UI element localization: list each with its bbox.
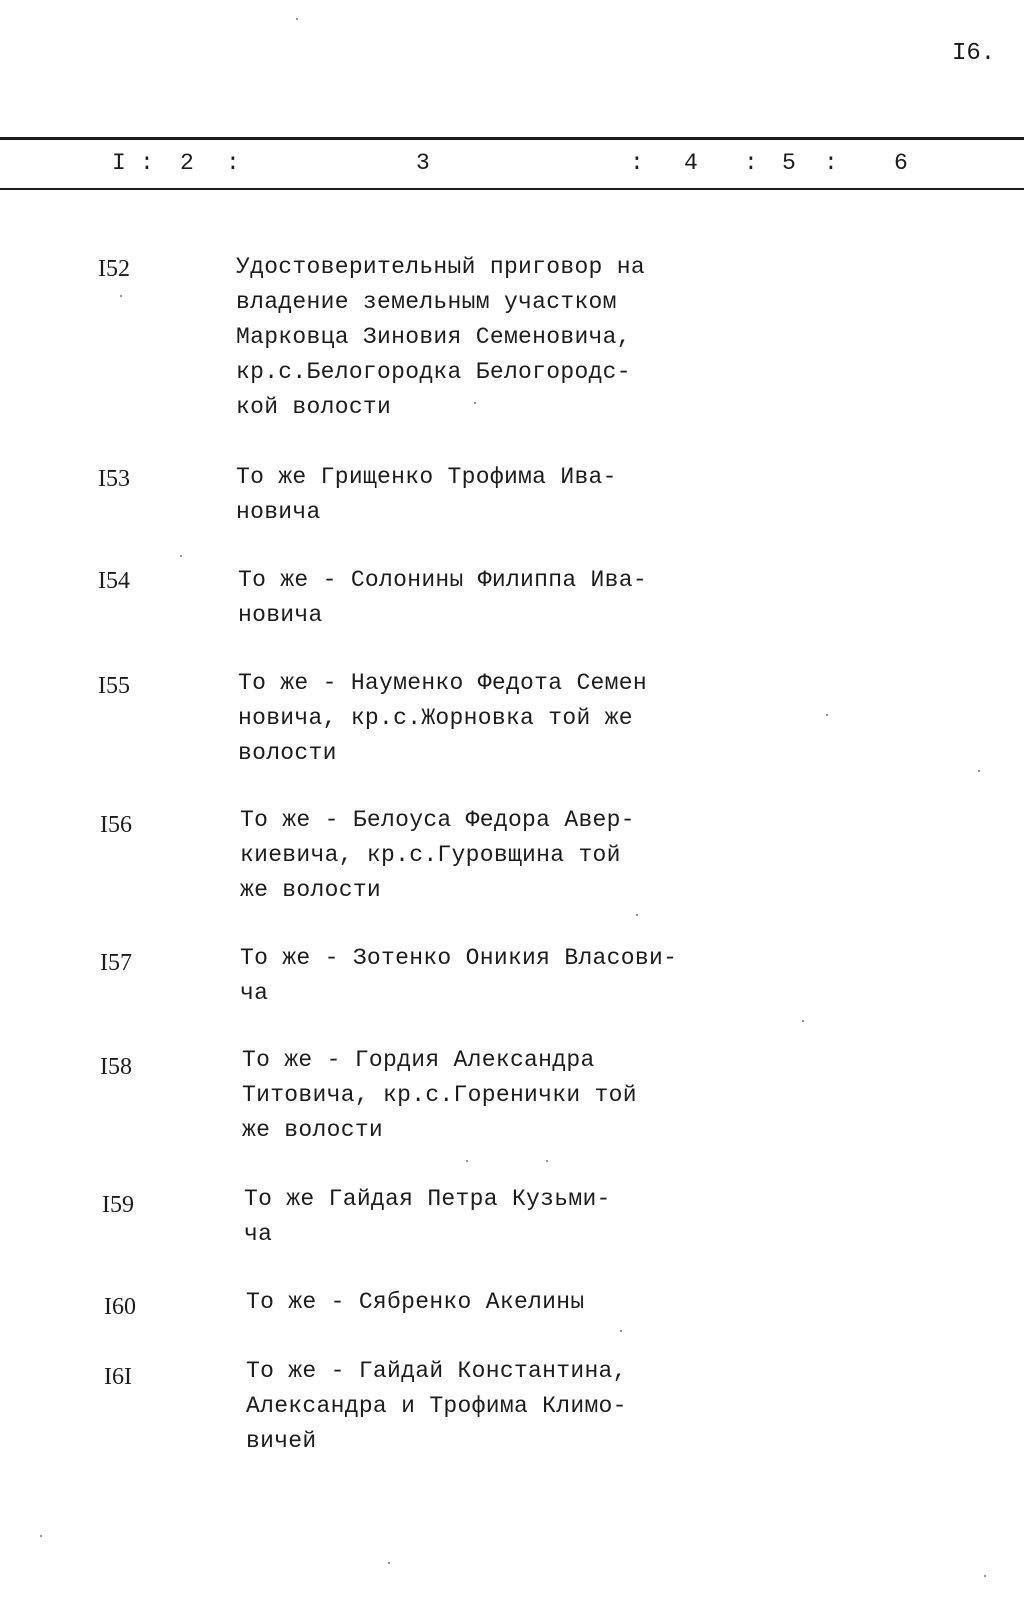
page-number: I6.: [952, 40, 996, 67]
scan-speck: [546, 1160, 548, 1162]
entry-description: Удостоверительный приговор на владение земельным участком Марковца Зиновия Семеновича, кр.с.Белогородка Белогородс- кой волости: [236, 254, 645, 420]
entry-description: То же - Солонины Филиппа Ива- новича: [238, 567, 647, 628]
scan-speck: [388, 1562, 390, 1564]
entry-number: I52: [98, 256, 130, 282]
entry-number: I53: [98, 466, 130, 492]
entry-description: То же Грищенко Трофима Ива- новича: [236, 464, 617, 525]
header-col-3: 3: [416, 150, 430, 176]
header-col-1: I: [112, 150, 126, 176]
scan-speck: [466, 1160, 468, 1162]
entry-description: То же - Белоуса Федора Авер- киевича, кр.с.Гуровщина той же волости: [240, 807, 635, 903]
header-separator: :: [630, 150, 644, 176]
entry-number: I58: [100, 1054, 132, 1080]
entry-description: То же - Сябренко Акелины: [246, 1289, 585, 1315]
scan-speck: [180, 555, 182, 557]
scan-speck: [802, 1020, 804, 1022]
scan-speck: [984, 1575, 986, 1577]
entry-number: I57: [100, 950, 132, 976]
entry-number: I54: [98, 568, 130, 594]
entry-number: I56: [100, 812, 132, 838]
entry-number: I6I: [104, 1364, 132, 1390]
header-rule-top: [0, 137, 1024, 140]
scan-speck: [620, 1330, 622, 1332]
scan-speck: [296, 18, 298, 20]
entry-number: I59: [102, 1192, 134, 1218]
scan-speck: [120, 295, 122, 297]
entry-number: I60: [104, 1294, 136, 1320]
header-separator: :: [824, 150, 838, 176]
header-col-5: 5: [782, 150, 796, 176]
header-separator: :: [140, 150, 154, 176]
header-col-6: 6: [894, 150, 908, 176]
header-col-2: 2: [180, 150, 194, 176]
scan-speck: [474, 402, 476, 404]
entry-number: I55: [98, 673, 130, 699]
entry-description: То же - Гайдай Константина, Александра и Трофима Климо- вичей: [246, 1358, 627, 1454]
header-separator: :: [744, 150, 758, 176]
header-col-4: 4: [684, 150, 698, 176]
scan-speck: [826, 714, 828, 716]
scan-speck: [978, 770, 980, 772]
header-separator: :: [226, 150, 240, 176]
entry-description: То же - Зотенко Оникия Власови- ча: [240, 945, 678, 1006]
header-rule-bottom: [0, 188, 1024, 190]
entry-description: То же - Гордия Александра Титовича, кр.с.Горенички той же волости: [242, 1047, 637, 1143]
scan-speck: [40, 1535, 42, 1537]
entry-description: То же Гайдая Петра Кузьми- ча: [244, 1186, 611, 1247]
scan-speck: [636, 914, 638, 916]
entry-description: То же - Науменко Федота Семен новича, кр.с.Жорновка той же волости: [238, 670, 647, 766]
